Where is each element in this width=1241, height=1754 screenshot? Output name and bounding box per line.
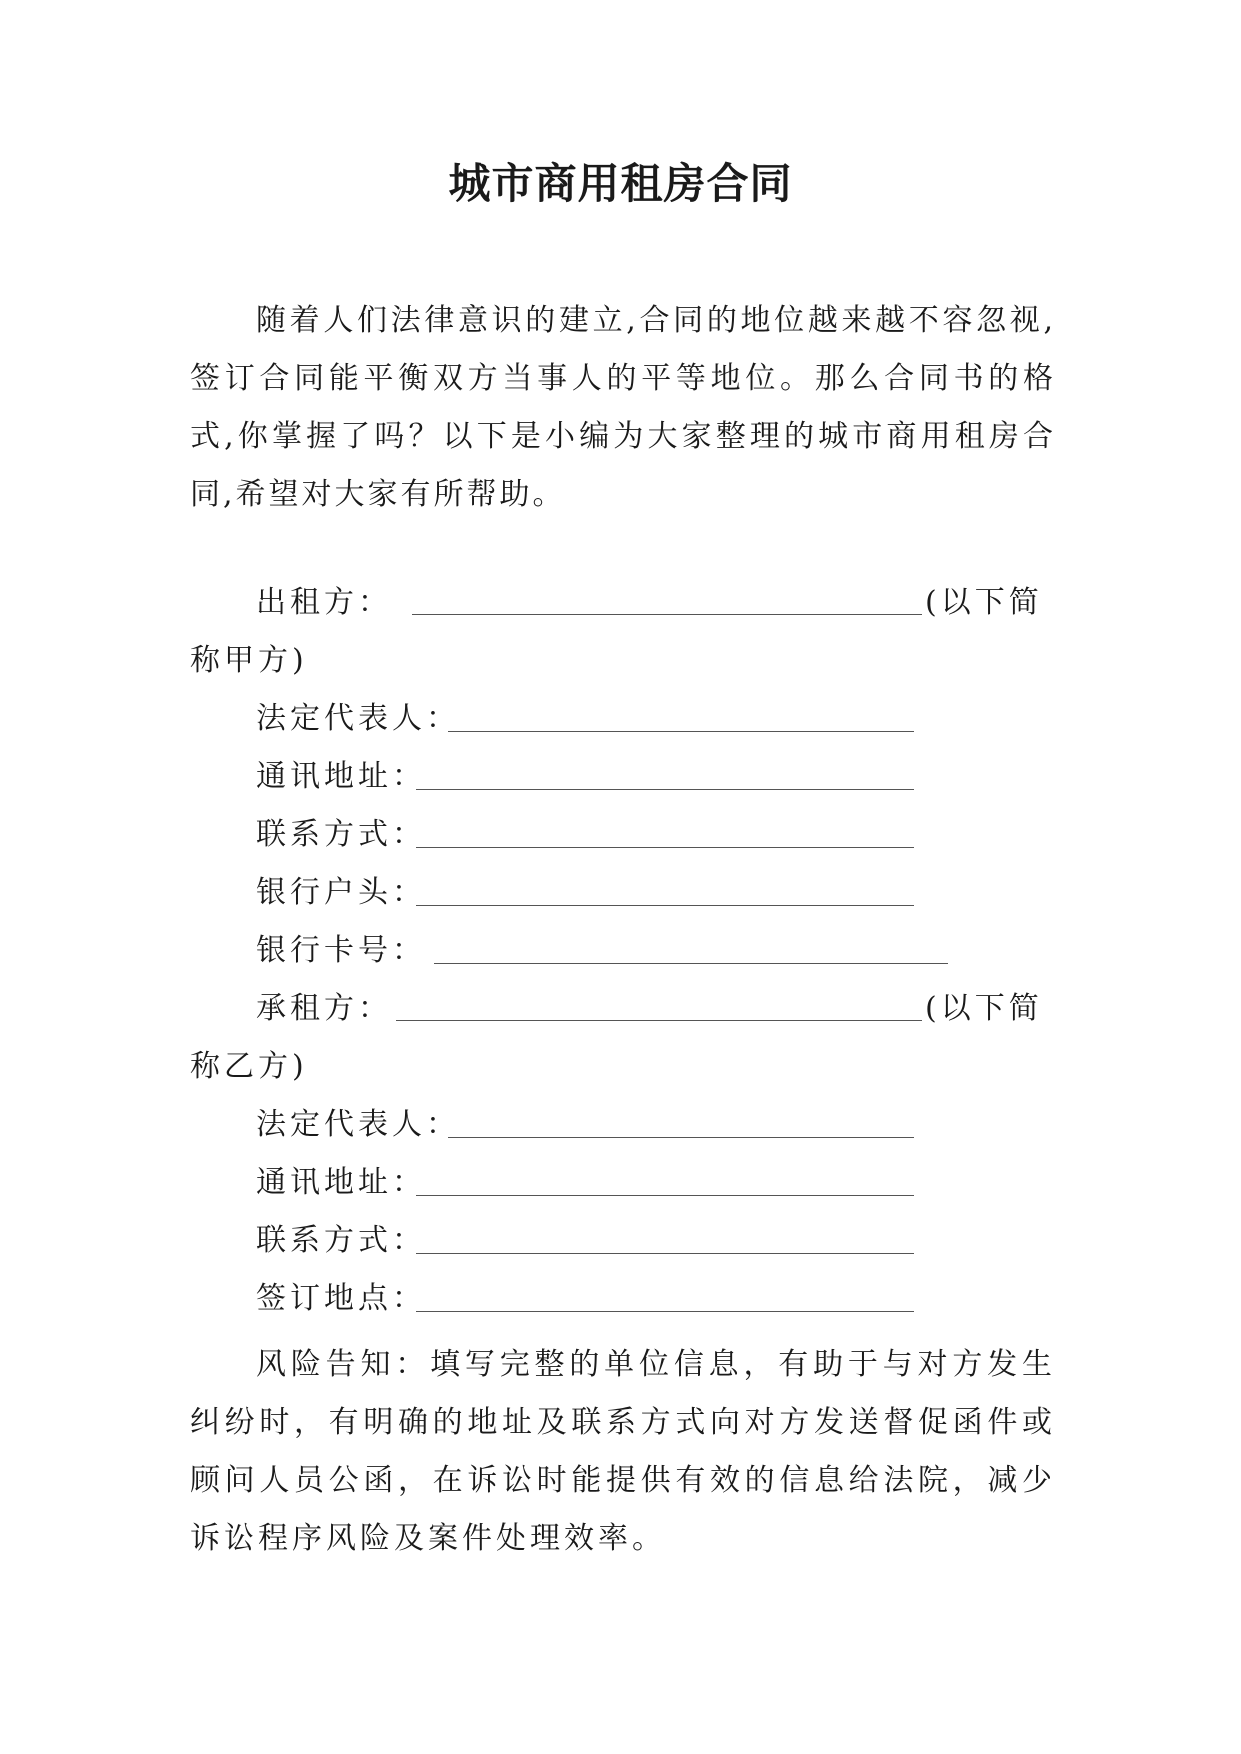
party-b-name-blank[interactable] [396,1020,922,1021]
party-a-representative-label: 法定代表人： [256,701,460,736]
party-a-representative-blank[interactable] [448,731,914,732]
party-a-bank-account-blank[interactable] [416,905,914,906]
party-b-label: 承租方： [256,991,392,1026]
party-a-contact-blank[interactable] [416,847,914,848]
intro-paragraph: 随着人们法律意识的建立,合同的地位越来越不容忽视,签订合同能平衡双方当事人的平等地位。那么合同书的格式,你掌握了吗？以下是小编为大家整理的城市商用租房合同,希望对大家有所帮助。 [190,303,1056,512]
party-b-contact-label: 联系方式： [256,1223,426,1258]
party-b-contact-blank[interactable] [416,1253,914,1254]
party-a-continuation: 称甲方) [190,643,308,678]
party-a-name-blank[interactable] [412,614,922,615]
party-b-representative-label: 法定代表人： [256,1107,460,1142]
party-a-contact-label: 联系方式： [256,817,426,852]
party-b-continuation: 称乙方) [190,1049,308,1084]
risk-notice-paragraph: 风险告知：填写完整的单位信息，有助于与对方发生纠纷时，有明确的地址及联系方式向对方发送督促函件或顾问人员公函，在诉讼时能提供有效的信息给法院，减少诉讼程序风险及案件处理效率。 [190,1347,1056,1556]
party-b-address-label: 通讯地址： [256,1165,426,1200]
party-a-label: 出租方： [256,585,392,620]
document-title: 城市商用租房合同 [448,159,793,208]
party-a-bank-card-blank[interactable] [434,963,948,964]
party-a-address-label: 通讯地址： [256,759,426,794]
party-b-signing-place-blank[interactable] [416,1311,914,1312]
party-a-bank-card-label: 银行卡号： [256,933,426,968]
party-a-address-blank[interactable] [416,789,914,790]
party-b-signing-place-label: 签订地点： [256,1281,426,1316]
party-a-bank-account-label: 银行户头： [256,875,426,910]
party-b-address-blank[interactable] [416,1195,914,1196]
party-a-suffix: (以下简 [925,585,1043,620]
party-b-representative-blank[interactable] [448,1137,914,1138]
party-b-suffix: (以下简 [925,991,1043,1026]
